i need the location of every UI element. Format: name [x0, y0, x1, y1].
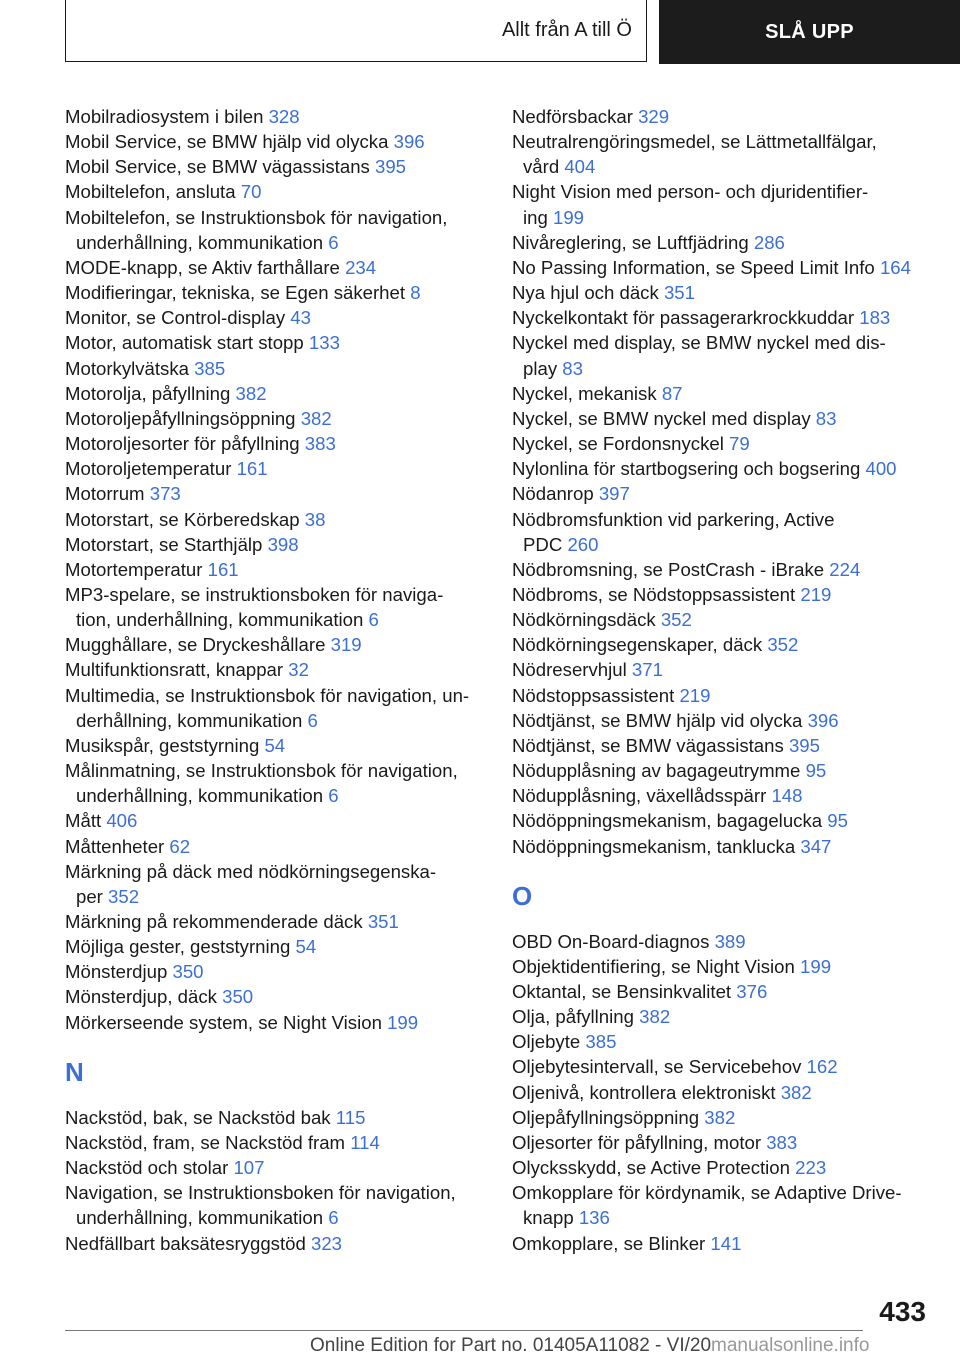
top-navigation [65, 0, 960, 64]
index-entry [65, 381, 495, 406]
entry-term: Nödreservhjul [512, 659, 627, 681]
entry-term-continued: knapp [523, 1207, 574, 1229]
entry-term: MP3-spelare, se instruktionsboken för naviga- [65, 583, 444, 605]
index-entry [65, 1010, 495, 1035]
footer-divider [65, 1330, 863, 1331]
page-link[interactable]: 398 [267, 533, 299, 555]
entry-term: Motorstart, se Körberedskap [65, 508, 300, 530]
page-link[interactable]: 8 [410, 282, 421, 304]
entry-term: Mobilradiosystem i bilen [65, 106, 264, 127]
entry-term: Märkning på däck med nödkörningsegenska- [65, 860, 437, 882]
page-link[interactable]: 404 [564, 156, 596, 178]
entry-term: Nödöppningsmekanism, bagagelucka [512, 810, 823, 832]
page-link[interactable]: 234 [345, 256, 377, 278]
index-entry [512, 808, 942, 833]
entry-term: Mobiltelefon, ansluta [65, 181, 236, 203]
page-link[interactable]: 54 [295, 936, 317, 958]
entry-term: Märkning på rekommenderade däck [65, 911, 363, 932]
entry-term: Omkopplare, se Blinker [512, 1232, 706, 1254]
page-link[interactable]: 219 [679, 684, 711, 706]
index-entry [512, 1029, 942, 1054]
page-link[interactable]: 396 [807, 709, 839, 731]
entry-term: Motorkylvätska [65, 357, 189, 379]
section-letter: N [65, 1056, 84, 1087]
index-entry [65, 129, 495, 154]
index-entry [65, 205, 495, 255]
page-link[interactable]: 319 [330, 634, 362, 656]
entry-term: Nödöppningsmekanism, tanklucka [512, 835, 796, 857]
index-entry [512, 305, 942, 330]
page-link[interactable]: 136 [578, 1207, 610, 1229]
page-link[interactable]: 83 [562, 357, 583, 379]
index-entry [65, 356, 495, 381]
index-entry [512, 481, 942, 506]
page-link[interactable]: 161 [236, 458, 268, 480]
page-link[interactable]: 199 [387, 1011, 419, 1033]
page-link[interactable]: 62 [169, 835, 191, 857]
page-link[interactable]: 219 [800, 583, 832, 605]
index-entry [65, 330, 495, 355]
entry-term: Omkopplare för kördynamik, se Adaptive Drive- [512, 1182, 902, 1204]
index-entry [65, 280, 495, 305]
entry-term: Nödbromsfunktion vid parkering, Active [512, 508, 835, 530]
entry-term: Nyckel, se BMW nyckel med display [512, 407, 811, 429]
page-link[interactable]: 38 [304, 508, 326, 530]
page-link[interactable]: 350 [172, 961, 204, 983]
index-entry [65, 808, 495, 833]
index-entry [512, 1155, 942, 1180]
page-link[interactable]: 70 [240, 181, 262, 203]
entry-term-continued: derhållning, kommunikation [76, 709, 303, 731]
index-entry [65, 859, 495, 909]
entry-term: Objektidentifiering, se Night Vision [512, 955, 795, 977]
index-entry [65, 984, 495, 1009]
entry-term: Mönsterdjup, däck [65, 986, 217, 1008]
index-entry [65, 1180, 495, 1230]
entry-term: Nyckel, se Fordonsnyckel [512, 433, 724, 455]
page-link[interactable]: 329 [638, 106, 670, 127]
index-entry [65, 1231, 495, 1256]
page-link[interactable]: 382 [780, 1081, 812, 1103]
index-entry [512, 683, 942, 708]
page-link[interactable]: 395 [375, 156, 407, 178]
index-entry [512, 406, 942, 431]
page-link[interactable]: 352 [660, 609, 692, 631]
index-entry [65, 934, 495, 959]
page-link[interactable]: 383 [304, 433, 336, 455]
page-link[interactable]: 6 [328, 1207, 339, 1229]
index-entry [65, 431, 495, 456]
entry-term: No Passing Information, se Speed Limit Info [512, 256, 875, 278]
page-link[interactable]: 396 [393, 131, 425, 153]
page-link[interactable]: 6 [328, 785, 339, 807]
entry-term: Nödtjänst, se BMW hjälp vid olycka [512, 709, 803, 731]
page-link[interactable]: 83 [815, 407, 837, 429]
index-entry [65, 532, 495, 557]
entry-term: Oljesorter för påfyllning, motor [512, 1131, 762, 1153]
index-entry [512, 330, 942, 380]
index-entry [65, 834, 495, 859]
entry-term: Mobil Service, se BMW vägassistans [65, 156, 370, 178]
entry-term: Oljenivå, kontrollera elektroniskt [512, 1081, 776, 1103]
page-link[interactable]: 6 [307, 709, 318, 731]
page-link[interactable]: 382 [300, 407, 332, 429]
index-entry [65, 557, 495, 582]
index-entry [512, 1080, 942, 1105]
entry-term: Motoroljetemperatur [65, 458, 232, 480]
entry-term: Mugghållare, se Dryckeshållare [65, 634, 326, 656]
index-entry [65, 104, 495, 129]
index-entry [512, 557, 942, 582]
entry-term: Oljebyte [512, 1031, 581, 1053]
entry-term: Navigation, se Instruktionsboken för navigation, [65, 1182, 456, 1204]
entry-term: OBD On-Board-diagnos [512, 930, 710, 952]
entry-term: Neutralrengöringsmedel, se Lättmetallfälgar, [512, 131, 877, 153]
index-entry [512, 230, 942, 255]
page-link[interactable]: 164 [879, 256, 911, 278]
index-entry [512, 255, 942, 280]
entry-term: Nackstöd, fram, se Nackstöd fram [65, 1131, 346, 1153]
tab-a-to-z[interactable]: Allt från A till Ö [65, 0, 647, 62]
page-link[interactable]: 352 [108, 885, 140, 907]
entry-term: Multifunktionsratt, knappar [65, 659, 284, 681]
page-link[interactable]: 382 [704, 1106, 736, 1128]
index-entry [65, 154, 495, 179]
entry-term: Nedfällbart baksätesryggstöd [65, 1232, 306, 1254]
index-entry [65, 1105, 495, 1130]
index-entry [512, 632, 942, 657]
page-link[interactable]: 376 [736, 981, 768, 1002]
entry-term: Mönsterdjup [65, 961, 168, 983]
page-link[interactable]: 199 [800, 955, 832, 977]
entry-term: Mobiltelefon, se Instruktionsbok för navigation, [65, 206, 448, 228]
page-link[interactable]: 328 [268, 106, 300, 127]
section-letter: O [512, 880, 533, 911]
entry-term: Olycksskydd, se Active Protection [512, 1157, 790, 1179]
page-link[interactable]: 161 [207, 558, 239, 580]
index-entry [65, 959, 495, 984]
index-column-left [65, 104, 495, 1256]
entry-term: MODE-knapp, se Aktiv farthållare [65, 256, 340, 278]
page-link[interactable]: 114 [350, 1131, 380, 1153]
page-link[interactable]: 141 [710, 1232, 742, 1254]
page-link[interactable]: 133 [308, 332, 340, 354]
index-entry [512, 431, 942, 456]
page-link[interactable]: 199 [553, 206, 585, 228]
page-link[interactable]: 400 [865, 458, 897, 480]
page-link[interactable]: 115 [335, 1106, 366, 1128]
index-entry [512, 929, 942, 954]
index-entry [512, 1054, 942, 1079]
page-link[interactable]: 351 [367, 911, 399, 932]
index-entry [512, 381, 942, 406]
entry-term: Motoroljesorter för påfyllning [65, 433, 300, 455]
page-link[interactable]: 32 [288, 659, 309, 681]
index-entry [512, 834, 942, 859]
entry-term: Målinmatning, se Instruktionsbok för navigation, [65, 760, 458, 782]
page-link[interactable]: 385 [585, 1031, 617, 1053]
page-link[interactable]: 395 [788, 734, 820, 756]
index-entry [65, 406, 495, 431]
index-entry [65, 1155, 495, 1180]
entry-term: Nödanrop [512, 483, 594, 505]
page-number: 433 [879, 1296, 926, 1327]
entry-term: Nackstöd och stolar [65, 1157, 229, 1179]
page-link[interactable]: 382 [639, 1006, 671, 1028]
page-link[interactable]: 107 [233, 1157, 265, 1179]
page-link[interactable]: 87 [661, 382, 683, 404]
page-link[interactable]: 351 [663, 282, 695, 304]
entry-term: Nylonlina för startbogsering och bogsering [512, 458, 861, 480]
page-link[interactable]: 352 [767, 634, 799, 656]
page-link[interactable]: 371 [631, 659, 663, 681]
entry-term: Night Vision med person- och djuridentifier- [512, 181, 869, 203]
index-entry [65, 255, 495, 280]
footer [310, 1335, 869, 1357]
entry-term: Motoroljepåfyllningsöppning [65, 407, 296, 429]
entry-term: Nödupplåsning av bagageutrymme [512, 760, 801, 782]
entry-term: Oljepåfyllningsöppning [512, 1106, 700, 1128]
page-link[interactable]: 79 [729, 433, 750, 455]
page-link[interactable]: 95 [805, 760, 827, 782]
index-entry [65, 733, 495, 758]
entry-term: Nödupplåsning, växellådsspärr [512, 785, 767, 807]
page-link[interactable]: 383 [766, 1131, 798, 1153]
entry-term: Nödbroms, se Nödstoppsassistent [512, 583, 796, 605]
page-link[interactable]: 95 [827, 810, 848, 832]
page-link[interactable]: 406 [106, 810, 138, 832]
entry-term-continued: underhållning, kommunikation [76, 231, 324, 253]
index-entry [512, 1004, 942, 1029]
index-entry [512, 129, 942, 179]
index-entry [512, 708, 942, 733]
index-entry [512, 1180, 942, 1230]
index-entry [512, 456, 942, 481]
entry-term-continued: play [523, 357, 558, 379]
page-link[interactable]: 43 [290, 307, 311, 329]
entry-term-continued: tion, underhållning, kommunikation [76, 609, 364, 631]
entry-term: Nödkörningsdäck [512, 609, 656, 631]
page-link[interactable]: 382 [235, 382, 267, 404]
page-link[interactable]: 148 [771, 785, 803, 807]
index-entry [65, 758, 495, 808]
entry-term-continued: vård [523, 156, 560, 178]
entry-term: Monitor, se Control-display [65, 307, 286, 329]
index-entry [65, 305, 495, 330]
tab-lookup[interactable]: SLÅ UPP [659, 0, 960, 64]
index-entry [512, 783, 942, 808]
entry-term: Nedförsbackar [512, 106, 633, 127]
page-link[interactable]: 385 [194, 357, 226, 379]
index-entry [65, 657, 495, 682]
entry-term-continued: PDC [523, 533, 563, 555]
index-entry [65, 481, 495, 506]
entry-term: Nyckel, mekanisk [512, 382, 657, 404]
entry-term: Motorrum [65, 483, 145, 505]
entry-term: Motor, automatisk start stopp [65, 332, 304, 354]
page-link[interactable]: 260 [567, 533, 599, 555]
index-entry [65, 507, 495, 532]
index-entry [512, 607, 942, 632]
entry-term: Nya hjul och däck [512, 282, 659, 304]
page-link[interactable]: 54 [264, 734, 286, 756]
index-entry [512, 179, 942, 229]
index-entry [65, 683, 495, 733]
page-link[interactable]: 162 [806, 1056, 838, 1078]
index-entry [65, 456, 495, 481]
entry-term: Olja, påfyllning [512, 1006, 634, 1028]
entry-term: Nödbromsning, se PostCrash - iBrake [512, 558, 825, 580]
index-entry [65, 1130, 495, 1155]
page-link[interactable]: 389 [714, 930, 746, 952]
entry-term: Mobil Service, se BMW hjälp vid olycka [65, 131, 389, 153]
index-entry [512, 104, 942, 129]
entry-term-continued: underhållning, kommunikation [76, 1207, 324, 1229]
index-entry [512, 979, 942, 1004]
index-entry [512, 954, 942, 979]
page-link[interactable]: 224 [829, 558, 861, 580]
footer-watermark: manualsonline.info [711, 1335, 870, 1356]
entry-term: Multimedia, se Instruktionsbok för navigation, un- [65, 684, 470, 706]
page-link[interactable]: 286 [753, 231, 785, 253]
entry-term-continued: per [76, 885, 103, 907]
entry-term: Mörkerseende system, se Night Vision [65, 1011, 382, 1033]
index-column-right [512, 104, 942, 1256]
page-link[interactable]: 347 [800, 835, 832, 857]
page-link[interactable]: 6 [328, 231, 339, 253]
index-entry [65, 179, 495, 204]
entry-term: Nivåreglering, se Luftfjädring [512, 231, 749, 253]
index-entry [512, 758, 942, 783]
index-entry [512, 507, 942, 557]
entry-term: Nyckelkontakt för passagerarkrockkuddar [512, 307, 855, 329]
index-entry [512, 1231, 942, 1256]
index-entry [512, 1105, 942, 1130]
entry-term: Motorstart, se Starthjälp [65, 533, 263, 555]
entry-term: Måttenheter [65, 835, 165, 857]
page-link[interactable]: 6 [368, 609, 379, 631]
index-entry [65, 582, 495, 632]
entry-term: Motortemperatur [65, 558, 203, 580]
page-link[interactable]: 350 [222, 986, 254, 1008]
entry-term-continued: underhållning, kommunikation [76, 785, 324, 807]
page-link[interactable]: 397 [598, 483, 630, 505]
entry-term: Nödkörningsegenskaper, däck [512, 634, 763, 656]
index-entry [65, 632, 495, 657]
page-link[interactable]: 323 [311, 1232, 343, 1254]
entry-term: Motorolja, påfyllning [65, 382, 231, 404]
index-entry [512, 733, 942, 758]
footer-text: Online Edition for Part no. 01405A11082 - VI/20 [310, 1335, 712, 1356]
entry-term: Modifieringar, tekniska, se Egen säkerhet [65, 282, 406, 304]
entry-term: Möjliga gester, geststyrning [65, 936, 291, 958]
entry-term: Musikspår, geststyrning [65, 734, 260, 756]
page-link[interactable]: 223 [795, 1157, 827, 1179]
entry-term: Oktantal, se Bensinkvalitet [512, 981, 732, 1002]
entry-term: Nackstöd, bak, se Nackstöd bak [65, 1106, 331, 1128]
page-link[interactable]: 183 [859, 307, 891, 329]
entry-term: Nödstoppsassistent [512, 684, 675, 706]
index-entry [512, 657, 942, 682]
entry-term: Nyckel med display, se BMW nyckel med dis- [512, 332, 886, 354]
index-entry [512, 1130, 942, 1155]
page-link[interactable]: 373 [149, 483, 181, 505]
index-entry [512, 582, 942, 607]
entry-term-continued: ing [523, 206, 548, 228]
entry-term: Oljebytesintervall, se Servicebehov [512, 1056, 802, 1078]
entry-term: Nödtjänst, se BMW vägassistans [512, 734, 784, 756]
index-entry [512, 280, 942, 305]
entry-term: Mått [65, 810, 102, 832]
index-entry [65, 909, 495, 934]
